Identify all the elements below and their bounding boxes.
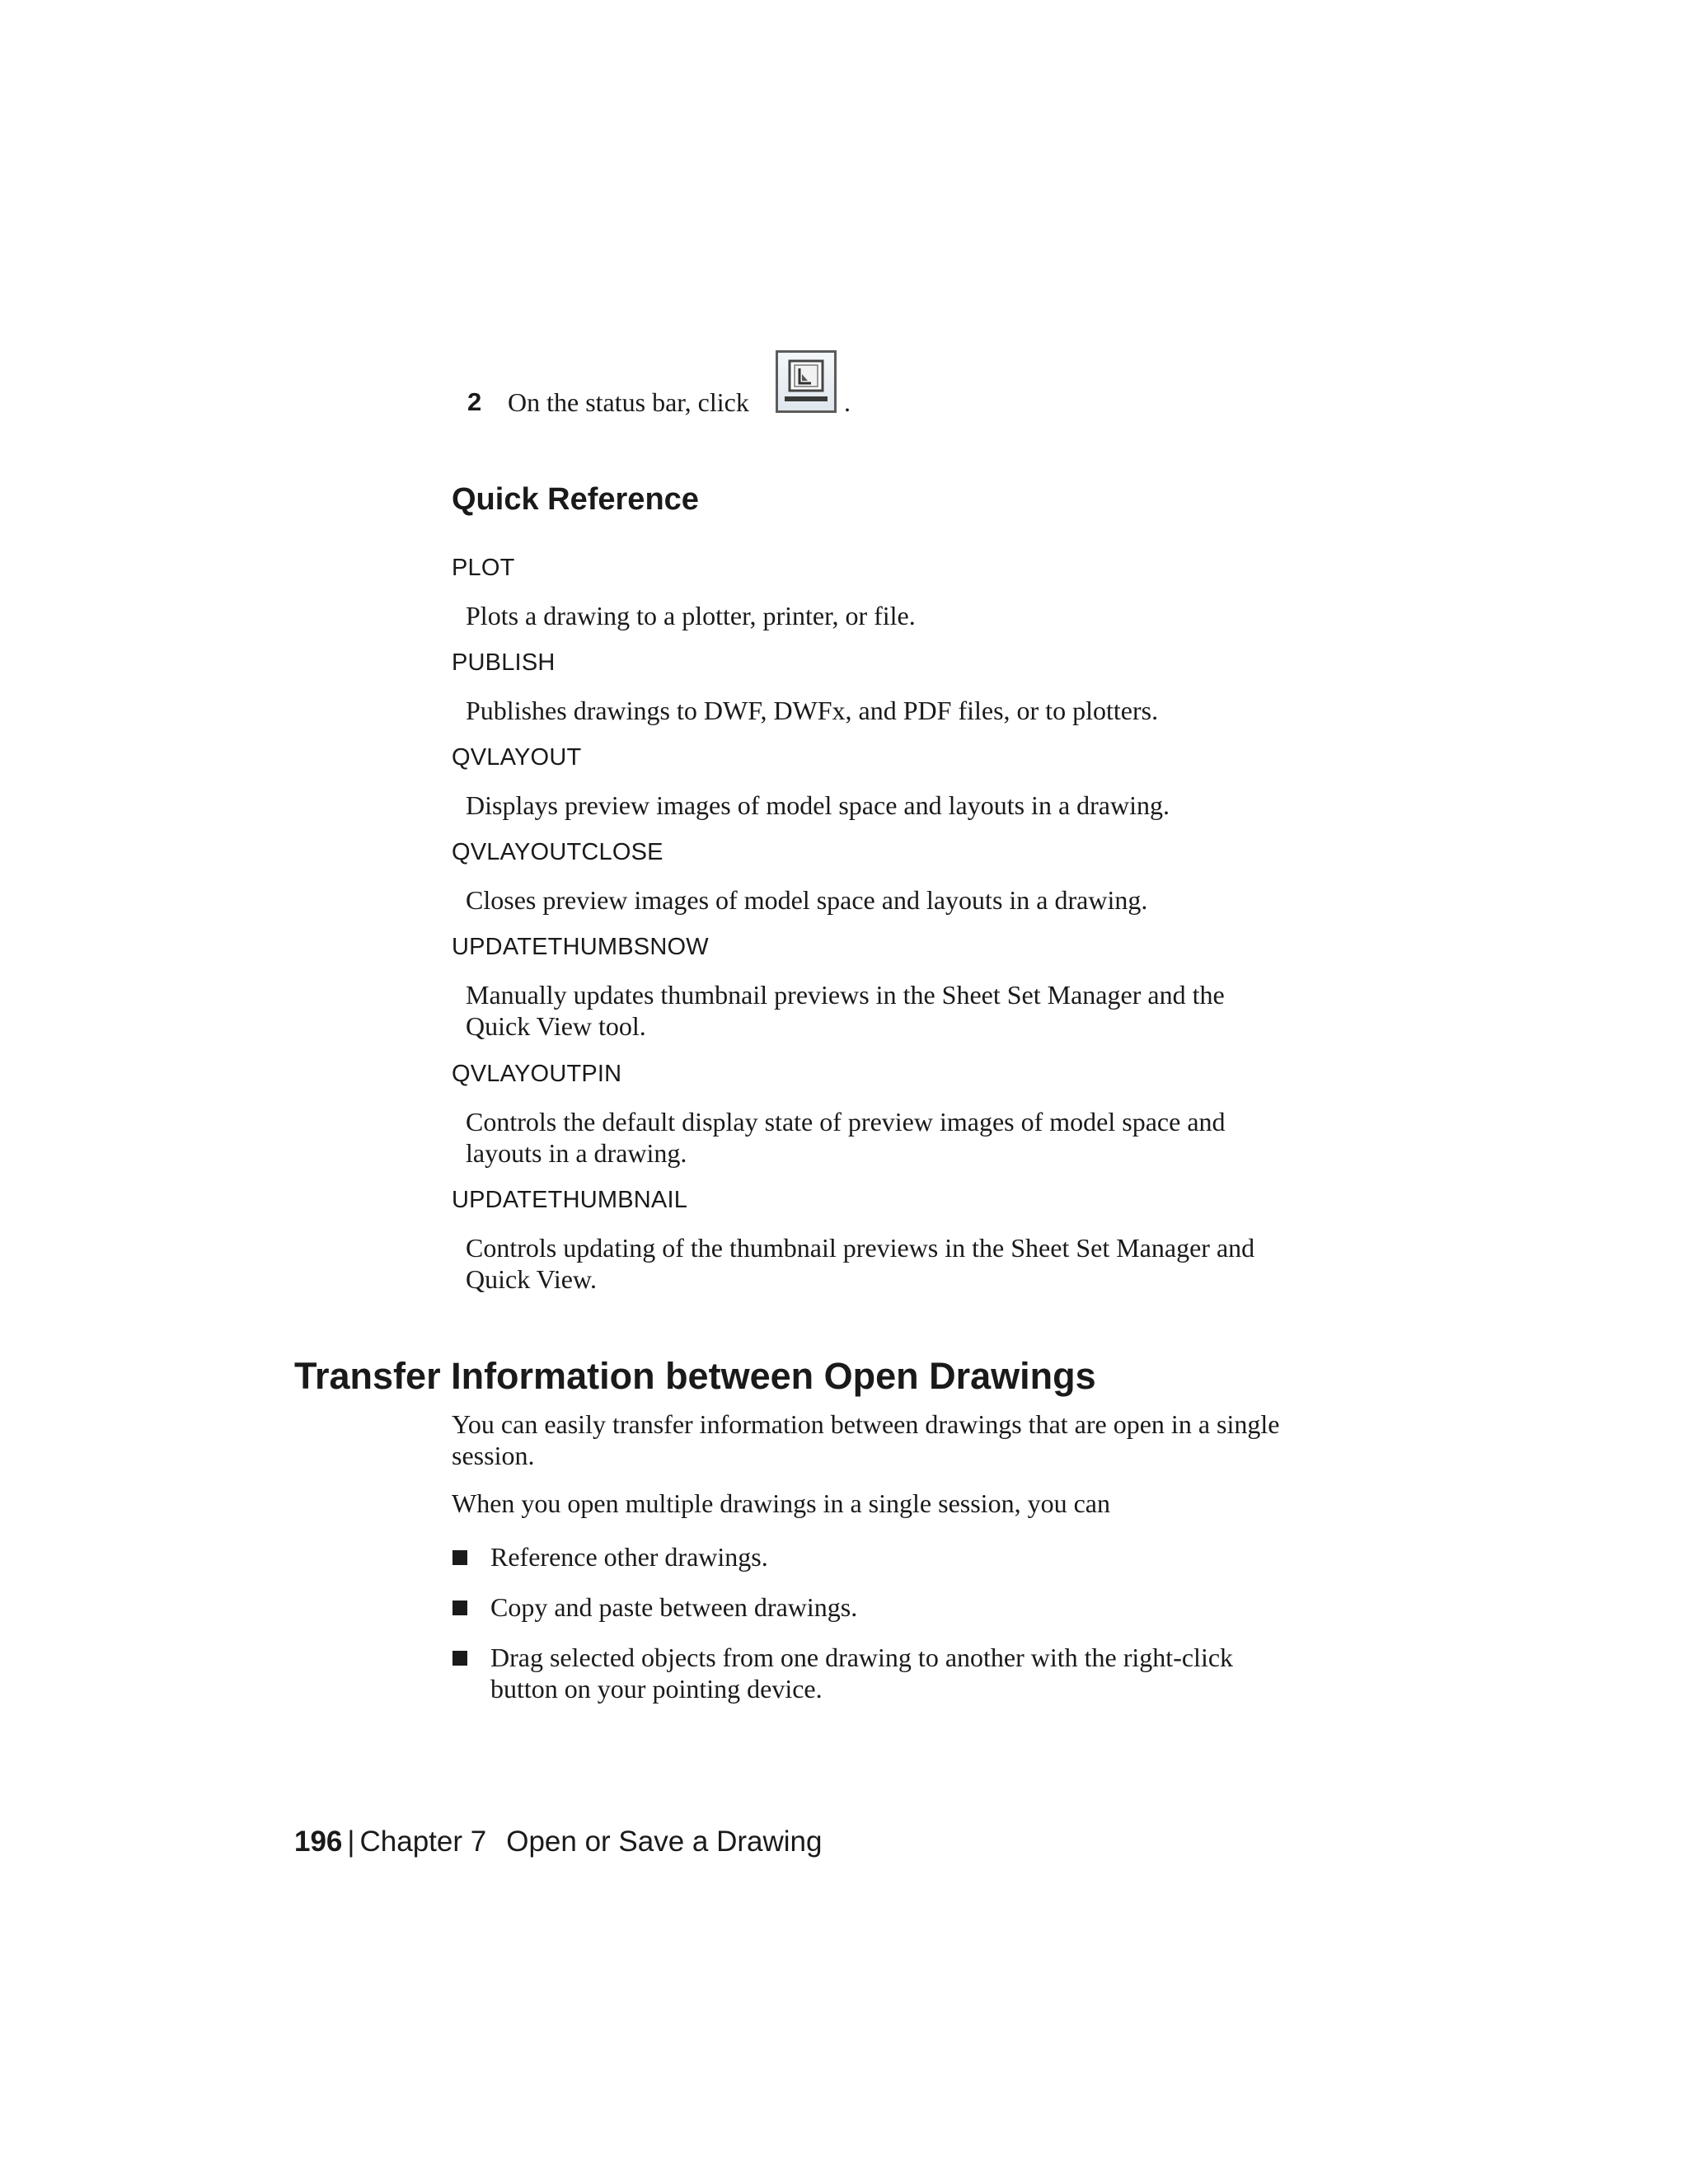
quick-view-layouts-icon — [776, 350, 837, 413]
command-name: QVLAYOUTPIN — [452, 1061, 622, 1087]
lead-paragraph: When you open multiple drawings in a single session, you can — [452, 1488, 1110, 1518]
command-name: PLOT — [452, 555, 515, 581]
command-name: UPDATETHUMBSNOW — [452, 934, 709, 960]
intro-paragraph: You can easily transfer information between drawings that are open in a single — [452, 1409, 1280, 1439]
chapter-label: Chapter 7 — [359, 1825, 487, 1858]
bullet-item: Reference other drawings. — [490, 1542, 768, 1572]
command-description: Displays preview images of model space and layouts in a drawing. — [466, 790, 1170, 820]
step-period: . — [844, 387, 851, 417]
bullet-square-icon — [452, 1550, 467, 1565]
command-name: QVLAYOUTCLOSE — [452, 839, 663, 865]
chapter-title: Open or Save a Drawing — [506, 1825, 823, 1858]
command-description: Controls updating of the thumbnail previews in the Sheet Set Manager and — [466, 1233, 1255, 1263]
command-description: Manually updates thumbnail previews in the Sheet Set Manager and the — [466, 980, 1225, 1010]
footer-separator: | — [347, 1825, 355, 1858]
page-footer — [294, 1825, 822, 1858]
page-number: 196 — [294, 1825, 343, 1858]
bullet-square-icon — [452, 1601, 467, 1615]
bullet-item: button on your pointing device. — [490, 1674, 823, 1704]
intro-paragraph: session. — [452, 1441, 535, 1470]
command-description: layouts in a drawing. — [466, 1138, 687, 1168]
command-description: Controls the default display state of preview images of model space and — [466, 1107, 1226, 1137]
command-name: QVLAYOUT — [452, 744, 582, 771]
quick-reference-heading: Quick Reference — [452, 482, 699, 517]
section-heading: Transfer Information between Open Drawings — [294, 1355, 1096, 1397]
command-description: Quick View tool. — [466, 1011, 646, 1041]
step-number: 2 — [467, 387, 482, 416]
step-text: On the status bar, click — [508, 387, 749, 417]
command-description: Closes preview images of model space and layouts in a drawing. — [466, 885, 1148, 915]
command-description: Plots a drawing to a plotter, printer, or file. — [466, 601, 916, 630]
command-description: Publishes drawings to DWF, DWFx, and PDF files, or to plotters. — [466, 696, 1159, 725]
command-name: PUBLISH — [452, 649, 556, 676]
bullet-item: Copy and paste between drawings. — [490, 1592, 858, 1622]
command-name: UPDATETHUMBNAIL — [452, 1187, 688, 1213]
command-description: Quick View. — [466, 1264, 597, 1294]
bullet-square-icon — [452, 1651, 467, 1666]
bullet-item: Drag selected objects from one drawing to another with the right-click — [490, 1643, 1234, 1672]
